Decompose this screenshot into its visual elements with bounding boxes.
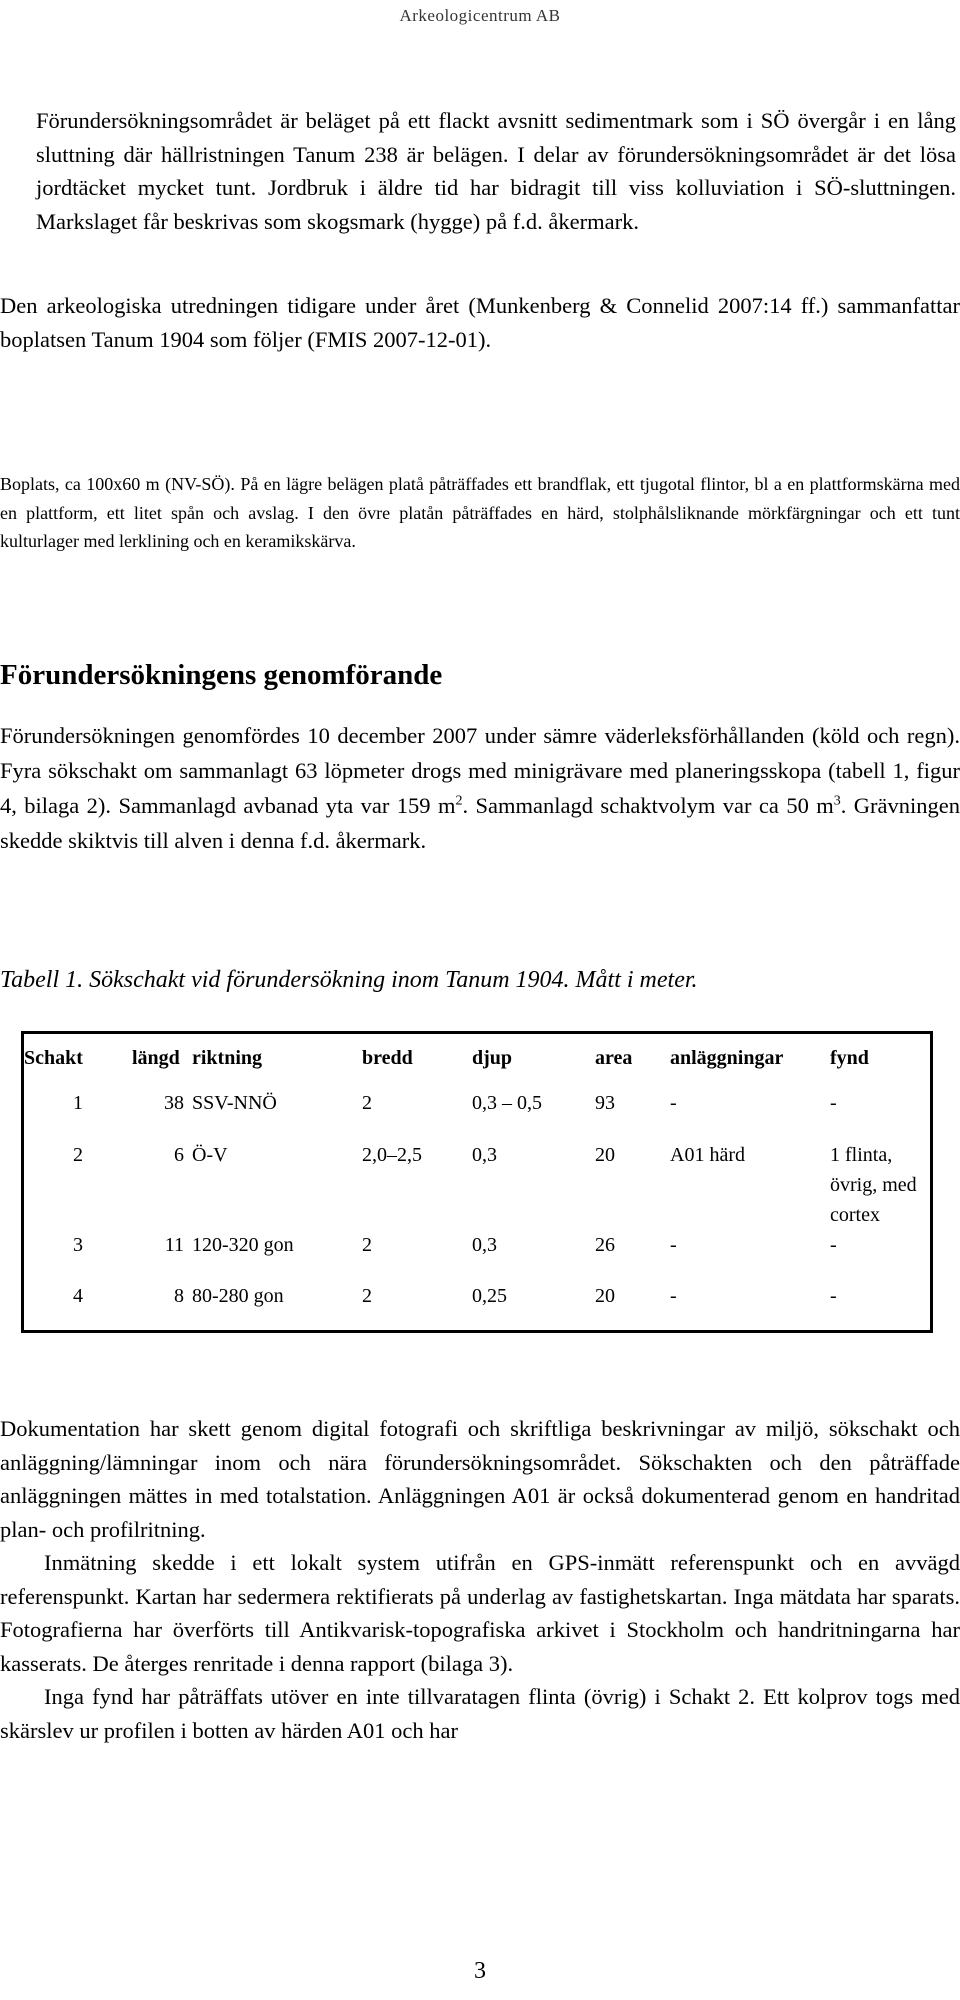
table-cell: - [830,1285,837,1307]
table-cell: 2,0–2,5 [362,1144,422,1166]
intro-paragraph-1: Förundersökningsområdet är beläget på ett flackt avsnitt sedimentmark som i SÖ övergår i en lång sluttning där hällristningen Tanum 238 är belägen. I delar av förundersökningsområdet är det lösa jordtäcket mycket tunt. Jordbruk i äldre tid har bidragit till viss kolluviation i SÖ-sluttningen. Markslaget får beskrivas som skogsmark (hygge) på f.d. åkermark. [36,108,956,234]
trench-table-frame [21,1031,933,1333]
header-cell: djup [472,1046,513,1069]
table-cell: 1 [73,1092,83,1114]
method-text-c: . Grävningen skedde skiktvis till alven i denna f.d. åkermark. [0,793,960,853]
table-cell: 6 [174,1144,184,1166]
method-text-b: . Sammanlagd schaktvolym var ca 50 m [462,793,834,818]
table-cell: 2 [362,1092,372,1114]
table-row [24,1140,930,1230]
table-row [24,1230,930,1281]
table-row [24,1281,930,1332]
table-cell: 8 [174,1285,184,1307]
header-cell: riktning [192,1046,263,1069]
superscript-2: 2 [455,793,463,809]
documentation-section [0,1412,960,1747]
table-cell: - [830,1234,837,1256]
table-cell: 2 [362,1285,372,1307]
method-paragraph [0,718,960,858]
table-cell: Ö-V [192,1144,228,1166]
table-cell: 3 [73,1234,83,1256]
table-cell: 20 [595,1285,615,1307]
table-cell: 2 [362,1234,372,1256]
header-cell: area [595,1046,633,1069]
documentation-paragraph-3: Inga fynd har påträffats utöver en inte tillvaratagen flinta (övrig) i Schakt 2. Ett kolprov togs med skärslev ur profilen i botten av härden A01 och har [0,1684,960,1743]
table-cell: 20 [595,1144,615,1166]
documentation-paragraph-2: Inmätning skedde i ett lokalt system utifrån en GPS-inmätt referenspunkt och en avvägd referenspunkt. Kartan har sedermera rektifierats på underlag av fastighetskartan. Inga mätdata har sparats. Fotografierna har överförts till Antikvarisk-topografiska arkivet i Stockholm och handritningarna har kasserats. De återges renritade i denna rapport (bilaga 3). [0,1550,960,1676]
running-header: Arkeologicentrum AB [399,6,561,25]
header-cell: anläggningar [670,1046,784,1069]
table-cell: 120-320 gon [192,1234,294,1256]
table-cell: 38 [164,1092,184,1114]
table-cell: 1 flinta, övrig, med cortex [830,1144,917,1226]
header-cell: Schakt [24,1046,83,1069]
trench-table [24,1034,930,1332]
documentation-paragraph-1: Dokumentation har skett genom digital fotografi och skriftliga beskrivningar av miljö, sökschakt och anläggning/lämningar inom och nära förundersökningsområdet. Sökschakten och den påträffade anläggningen mättes in med totalstation. Anläggningen A01 är också dokumenterad genom en handritad plan- och profilritning. [0,1416,960,1542]
table-cell: 2 [73,1144,83,1166]
table-cell: 0,3 [472,1144,497,1166]
intro-paragraph-2: Den arkeologiska utredningen tidigare under året (Munkenberg & Connelid 2007:14 ff.) sammanfattar boplatsen Tanum 1904 som följer (FMIS 2007-12-01). [0,293,960,352]
table-cell: - [670,1285,677,1307]
header-cell: bredd [362,1046,413,1069]
table-cell: 93 [595,1092,615,1114]
superscript-3: 3 [833,793,841,809]
table-cell: SSV-NNÖ [192,1092,277,1114]
table-row [24,1082,930,1140]
table-header-row [24,1034,930,1082]
method-text-a: Förundersökningen genomfördes 10 december 2007 under sämre väderleksförhållanden (köld och regn). Fyra sökschakt om sammanlagt 63 löpmeter drogs med minigrävare med planeringsskopa (tabell 1, figur 4, bilaga 2). Sammanlagd avbanad yta var 159 m [0,723,960,818]
page-number: 3 [474,1958,486,1984]
table-cell: 11 [164,1234,184,1256]
table-cell: 0,3 [472,1234,497,1256]
table-cell: - [830,1092,837,1114]
table-cell: - [670,1234,677,1256]
table-cell: 26 [595,1234,615,1256]
section-heading: Förundersökningens genomförande [0,659,443,691]
header-cell: fynd [830,1046,869,1069]
quoted-site-description: Boplats, ca 100x60 m (NV-SÖ). På en lägre belägen platå påträffades ett brandflak, ett tjugotal flintor, bl a en plattformskärna med en plattform, ett litet spån och avslag. I den övre platån påträffades en härd, stolphålsliknande mörkfärgningar och ett tunt kulturlager med lerklining och en keramikskärva. [0,474,960,551]
table-cell: 0,3 – 0,5 [472,1092,542,1114]
table-cell: A01 härd [670,1144,745,1166]
table-cell: - [670,1092,677,1114]
header-cell: längd [132,1046,180,1069]
table-cell: 4 [73,1285,83,1307]
table-cell: 0,25 [472,1285,507,1307]
table-cell: 80-280 gon [192,1285,284,1307]
table-caption: Tabell 1. Sökschakt vid förundersökning inom Tanum 1904. Mått i meter. [0,967,698,993]
